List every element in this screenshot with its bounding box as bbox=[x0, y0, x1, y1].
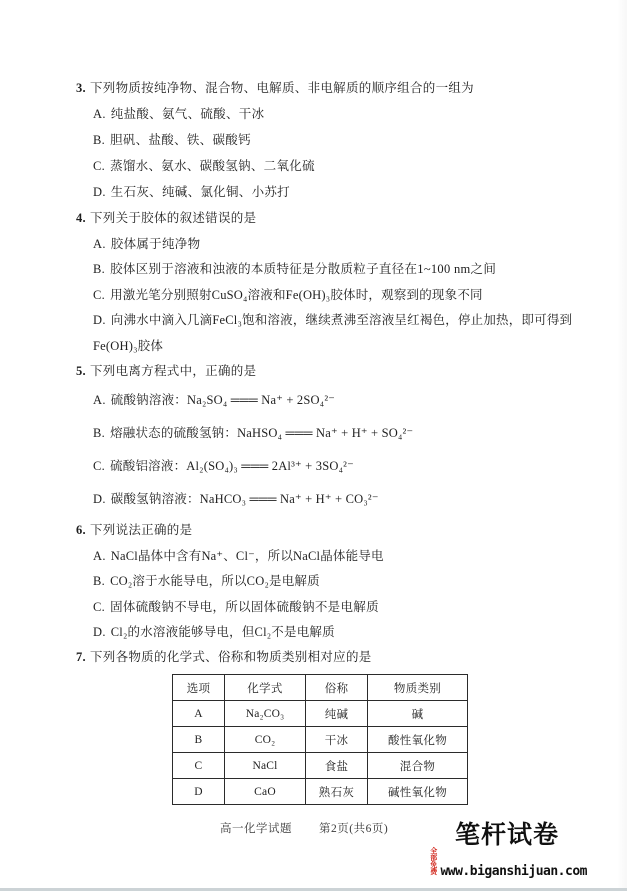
watermark-url: www.biganshijuan.com bbox=[440, 864, 587, 879]
cell-category: 混合物 bbox=[368, 753, 468, 779]
option-c bbox=[93, 153, 593, 179]
watermark-free-label: 全部免费 bbox=[430, 848, 438, 876]
option-b bbox=[93, 257, 593, 283]
option-c bbox=[93, 450, 593, 483]
option-label: D. bbox=[93, 185, 106, 199]
ionization-equation: 熔融状态的硫酸氢钠：NaHSO₄ ═══ Na⁺ + H⁺ + SO₄²⁻ bbox=[110, 426, 414, 440]
substances-table bbox=[172, 674, 468, 805]
option-label: B. bbox=[93, 133, 106, 147]
option-label: D. bbox=[93, 625, 106, 639]
cell-option: B bbox=[173, 727, 225, 753]
option-b bbox=[93, 569, 593, 595]
header-category: 物质类别 bbox=[368, 675, 468, 701]
question-3 bbox=[76, 75, 593, 205]
option-text: Cl₂的水溶液能够导电，但Cl₂不是电解质 bbox=[110, 625, 335, 639]
option-text-continued: Fe(OH)₃胶体 bbox=[93, 338, 164, 353]
question-stem-text: 下列说法正确的是 bbox=[89, 523, 193, 537]
watermark-brand: 笔杆试卷 bbox=[454, 821, 559, 849]
option-label: C. bbox=[93, 599, 106, 614]
cell-category: 碱 bbox=[368, 701, 468, 727]
cell-formula: NaCl bbox=[225, 753, 306, 779]
question-number: 4. bbox=[76, 211, 86, 225]
option-text: 胆矾、盐酸、铁、碳酸钙 bbox=[110, 133, 251, 147]
option-text: 胶体区别于溶液和浊液的本质特征是分散质粒子直径在1~100 nm之间 bbox=[110, 262, 497, 276]
option-label: A. bbox=[93, 107, 106, 121]
option-d bbox=[93, 483, 593, 516]
header-option: 选项 bbox=[173, 675, 225, 701]
cell-option: C bbox=[173, 753, 225, 779]
cell-common-name: 食盐 bbox=[306, 753, 368, 779]
question-6 bbox=[76, 518, 593, 646]
option-text: CO₂溶于水能导电，所以CO₂是电解质 bbox=[110, 574, 320, 588]
option-c bbox=[93, 283, 593, 309]
option-d bbox=[93, 620, 593, 646]
question-4 bbox=[76, 206, 593, 359]
option-label: D. bbox=[93, 313, 106, 327]
option-a bbox=[93, 384, 593, 417]
question-number: 5. bbox=[76, 364, 86, 378]
option-d-continuation bbox=[93, 334, 593, 360]
cell-category: 碱性氧化物 bbox=[368, 779, 468, 805]
cell-common-name: 熟石灰 bbox=[306, 779, 368, 805]
question-stem-text: 下列各物质的化学式、俗称和物质类别相对应的是 bbox=[89, 650, 372, 664]
option-label: A. bbox=[93, 236, 106, 251]
document-title: 高一化学试题 bbox=[220, 823, 292, 835]
question-number: 3. bbox=[76, 81, 86, 95]
table-header-row bbox=[173, 675, 468, 701]
option-a bbox=[93, 232, 593, 258]
question-stem bbox=[76, 358, 593, 384]
option-text: 向沸水中滴入几滴FeCl₃饱和溶液，继续煮沸至溶液呈红褐色，停止加热，即可得到 bbox=[110, 313, 573, 327]
option-c bbox=[93, 595, 593, 621]
option-label: C. bbox=[93, 159, 106, 173]
page-number: 第2页(共6页) bbox=[319, 823, 389, 835]
question-number: 6. bbox=[76, 523, 86, 537]
question-5 bbox=[76, 358, 593, 516]
option-text: 固体硫酸钠不导电，所以固体硫酸钠不是电解质 bbox=[110, 599, 379, 614]
option-d bbox=[93, 308, 593, 334]
option-b bbox=[93, 417, 593, 450]
option-d bbox=[93, 179, 593, 205]
table-row bbox=[173, 779, 468, 805]
option-b bbox=[93, 127, 593, 153]
option-label: A. bbox=[93, 548, 106, 563]
question-stem-text: 下列电离方程式中，正确的是 bbox=[89, 364, 257, 378]
question-stem bbox=[76, 75, 593, 101]
option-text: 蒸馏水、氨水、碳酸氢钠、二氧化硫 bbox=[110, 159, 315, 173]
option-text: 胶体属于纯净物 bbox=[110, 236, 201, 251]
cell-common-name: 纯碱 bbox=[306, 701, 368, 727]
cell-common-name: 干冰 bbox=[306, 727, 368, 753]
question-7 bbox=[76, 647, 593, 799]
table-row bbox=[173, 727, 468, 753]
cell-category: 酸性氧化物 bbox=[368, 727, 468, 753]
question-stem bbox=[76, 206, 593, 232]
option-label: B. bbox=[93, 426, 106, 440]
header-formula: 化学式 bbox=[225, 675, 306, 701]
option-label: C. bbox=[93, 287, 106, 302]
site-watermark bbox=[427, 823, 587, 879]
ionization-equation: 硫酸钠溶液：Na₂SO₄ ═══ Na⁺ + 2SO₄²⁻ bbox=[110, 393, 336, 407]
option-a bbox=[93, 101, 593, 127]
option-text: 纯盐酸、氨气、硫酸、干冰 bbox=[110, 107, 265, 121]
cell-option: A bbox=[173, 701, 225, 727]
option-label: D. bbox=[93, 492, 106, 506]
option-label: B. bbox=[93, 574, 106, 588]
header-common-name: 俗称 bbox=[306, 675, 368, 701]
option-label: A. bbox=[93, 393, 106, 407]
question-stem bbox=[76, 518, 593, 544]
ionization-equation: 硫酸铝溶液：Al₂(SO₄)₃ ═══ 2Al³⁺ + 3SO₄²⁻ bbox=[110, 459, 354, 473]
ionization-equation: 碳酸氢钠溶液：NaHCO₃ ═══ Na⁺ + H⁺ + CO₃²⁻ bbox=[110, 492, 379, 506]
option-label: B. bbox=[93, 262, 106, 276]
watermark-url-row bbox=[427, 848, 587, 879]
cell-option: D bbox=[173, 779, 225, 805]
cell-formula: CO₂ bbox=[225, 727, 306, 753]
page-footer bbox=[220, 820, 388, 836]
scan-shadow bbox=[617, 0, 627, 891]
option-text: NaCl晶体中含有Na⁺、Cl⁻，所以NaCl晶体能导电 bbox=[110, 548, 384, 563]
question-number: 7. bbox=[76, 650, 86, 664]
cell-formula: CaO bbox=[225, 779, 306, 805]
option-text: 生石灰、纯碱、氯化铜、小苏打 bbox=[110, 185, 290, 199]
table-row bbox=[173, 753, 468, 779]
option-text: 用激光笔分别照射CuSO₄溶液和Fe(OH)₃胶体时，观察到的现象不同 bbox=[110, 287, 483, 302]
question-stem-text: 下列物质按纯净物、混合物、电解质、非电解质的顺序组合的一组为 bbox=[89, 81, 474, 95]
question-stem bbox=[76, 647, 593, 667]
table-row bbox=[173, 701, 468, 727]
question-stem-text: 下列关于胶体的叙述错误的是 bbox=[89, 211, 257, 225]
option-a bbox=[93, 544, 593, 570]
cell-formula: Na₂CO₃ bbox=[225, 701, 306, 727]
option-label: C. bbox=[93, 459, 106, 473]
